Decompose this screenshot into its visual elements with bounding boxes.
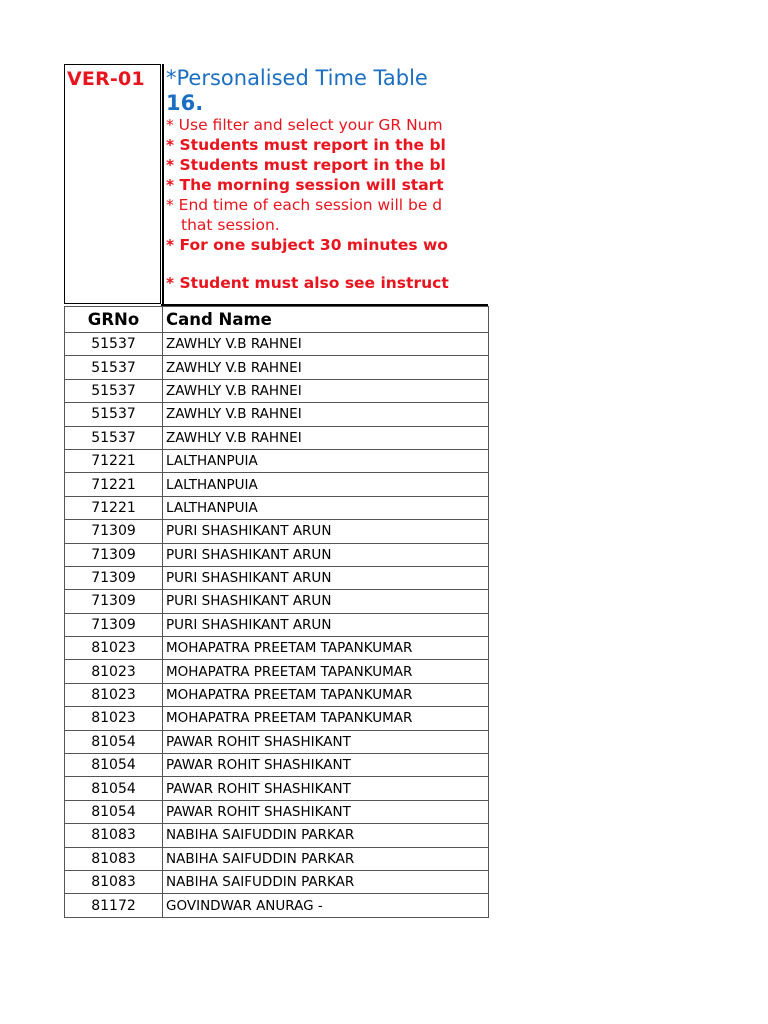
table-row bbox=[65, 449, 489, 472]
instruction-line: * The morning session will start bbox=[166, 176, 444, 194]
header-divider bbox=[161, 304, 488, 306]
grno-cell[interactable]: 81054 bbox=[65, 754, 163, 777]
table-row bbox=[65, 894, 489, 917]
title-text: Personalised Time Table bbox=[176, 66, 428, 90]
page-title bbox=[166, 66, 449, 91]
instructions-text bbox=[166, 66, 449, 293]
table-row bbox=[65, 496, 489, 519]
table-row bbox=[65, 590, 489, 613]
instruction-line: that session. bbox=[181, 216, 280, 234]
cand-name-cell[interactable]: MOHAPATRA PREETAM TAPANKUMAR bbox=[163, 683, 489, 706]
cand-name-cell[interactable]: PURI SHASHIKANT ARUN bbox=[163, 543, 489, 566]
cand-name-cell[interactable]: MOHAPATRA PREETAM TAPANKUMAR bbox=[163, 637, 489, 660]
final-instruction: * Student must also see instruct bbox=[166, 274, 449, 292]
grno-cell[interactable]: 71309 bbox=[65, 520, 163, 543]
cand-name-cell[interactable]: PURI SHASHIKANT ARUN bbox=[163, 613, 489, 636]
instructions-cell[interactable] bbox=[162, 64, 488, 304]
cand-name-cell[interactable]: LALTHANPUIA bbox=[163, 473, 489, 496]
cand-name-cell[interactable]: PAWAR ROHIT SHASHIKANT bbox=[163, 777, 489, 800]
column-header-grno[interactable]: GRNo bbox=[65, 307, 163, 333]
grno-cell[interactable]: 81172 bbox=[65, 894, 163, 917]
table-row bbox=[65, 520, 489, 543]
title-continuation: 16. bbox=[166, 91, 204, 115]
instruction-line: * Students must report in the bl bbox=[166, 136, 446, 154]
grno-cell[interactable]: 51537 bbox=[65, 379, 163, 402]
grno-cell[interactable]: 81023 bbox=[65, 637, 163, 660]
grno-cell[interactable]: 51537 bbox=[65, 333, 163, 356]
cand-name-cell[interactable]: PURI SHASHIKANT ARUN bbox=[163, 566, 489, 589]
cand-name-cell[interactable]: NABIHA SAIFUDDIN PARKAR bbox=[163, 824, 489, 847]
version-label: VER-01 bbox=[67, 68, 145, 90]
table-row bbox=[65, 637, 489, 660]
cand-name-cell[interactable]: GOVINDWAR ANURAG - bbox=[163, 894, 489, 917]
grno-cell[interactable]: 81054 bbox=[65, 777, 163, 800]
cand-name-cell[interactable]: MOHAPATRA PREETAM TAPANKUMAR bbox=[163, 707, 489, 730]
grno-cell[interactable]: 81054 bbox=[65, 730, 163, 753]
table-row bbox=[65, 356, 489, 379]
version-cell[interactable] bbox=[64, 64, 161, 304]
cand-name-cell[interactable]: PURI SHASHIKANT ARUN bbox=[163, 520, 489, 543]
table-row bbox=[65, 870, 489, 893]
grno-cell[interactable]: 71309 bbox=[65, 543, 163, 566]
cand-name-cell[interactable]: ZAWHLY V.B RAHNEI bbox=[163, 426, 489, 449]
grno-cell[interactable]: 81023 bbox=[65, 660, 163, 683]
table-row bbox=[65, 543, 489, 566]
grno-cell[interactable]: 81023 bbox=[65, 683, 163, 706]
table-row bbox=[65, 754, 489, 777]
grno-cell[interactable]: 51537 bbox=[65, 356, 163, 379]
grno-cell[interactable]: 81083 bbox=[65, 824, 163, 847]
table-row bbox=[65, 613, 489, 636]
table-row bbox=[65, 333, 489, 356]
grno-cell[interactable]: 81023 bbox=[65, 707, 163, 730]
title-star: * bbox=[166, 66, 177, 90]
grno-cell[interactable]: 81083 bbox=[65, 847, 163, 870]
cand-name-cell[interactable]: ZAWHLY V.B RAHNEI bbox=[163, 333, 489, 356]
column-header-cand-name[interactable]: Cand Name bbox=[163, 307, 489, 333]
table-row bbox=[65, 824, 489, 847]
cand-name-cell[interactable]: MOHAPATRA PREETAM TAPANKUMAR bbox=[163, 660, 489, 683]
cand-name-cell[interactable]: PAWAR ROHIT SHASHIKANT bbox=[163, 730, 489, 753]
instruction-line: * End time of each session will be d bbox=[166, 196, 443, 214]
cand-name-cell[interactable]: ZAWHLY V.B RAHNEI bbox=[163, 379, 489, 402]
grno-cell[interactable]: 51537 bbox=[65, 426, 163, 449]
table-row bbox=[65, 660, 489, 683]
grno-cell[interactable]: 71221 bbox=[65, 496, 163, 519]
cand-name-cell[interactable]: PURI SHASHIKANT ARUN bbox=[163, 590, 489, 613]
grno-cell[interactable]: 71309 bbox=[65, 613, 163, 636]
instruction-line: * For one subject 30 minutes wo bbox=[166, 236, 448, 254]
grno-cell[interactable]: 71221 bbox=[65, 473, 163, 496]
table-row bbox=[65, 777, 489, 800]
grno-cell[interactable]: 51537 bbox=[65, 403, 163, 426]
grno-cell[interactable]: 71221 bbox=[65, 449, 163, 472]
table-body bbox=[65, 333, 489, 918]
cand-name-cell[interactable]: LALTHANPUIA bbox=[163, 496, 489, 519]
table-row bbox=[65, 707, 489, 730]
table-row bbox=[65, 473, 489, 496]
cand-name-cell[interactable]: ZAWHLY V.B RAHNEI bbox=[163, 356, 489, 379]
cand-name-cell[interactable]: PAWAR ROHIT SHASHIKANT bbox=[163, 800, 489, 823]
cand-name-cell[interactable]: LALTHANPUIA bbox=[163, 449, 489, 472]
table-row bbox=[65, 800, 489, 823]
instruction-list bbox=[166, 115, 449, 255]
instruction-line: * Use filter and select your GR Num bbox=[166, 116, 443, 134]
instruction-spacer bbox=[166, 255, 449, 273]
spreadsheet bbox=[64, 64, 488, 918]
table-row bbox=[65, 403, 489, 426]
table-row bbox=[65, 426, 489, 449]
table-row bbox=[65, 683, 489, 706]
cand-name-cell[interactable]: NABIHA SAIFUDDIN PARKAR bbox=[163, 870, 489, 893]
grno-cell[interactable]: 81083 bbox=[65, 870, 163, 893]
cand-name-cell[interactable]: NABIHA SAIFUDDIN PARKAR bbox=[163, 847, 489, 870]
grno-cell[interactable]: 71309 bbox=[65, 566, 163, 589]
grno-cell[interactable]: 81054 bbox=[65, 800, 163, 823]
cand-name-cell[interactable]: PAWAR ROHIT SHASHIKANT bbox=[163, 754, 489, 777]
table-row bbox=[65, 730, 489, 753]
grno-cell[interactable]: 71309 bbox=[65, 590, 163, 613]
cand-name-cell[interactable]: ZAWHLY V.B RAHNEI bbox=[163, 403, 489, 426]
table-header-row bbox=[65, 307, 489, 333]
table-row bbox=[65, 379, 489, 402]
table-row bbox=[65, 847, 489, 870]
table-row bbox=[65, 566, 489, 589]
timetable-table bbox=[64, 306, 489, 918]
sheet-header bbox=[64, 64, 488, 306]
instruction-line: * Students must report in the bl bbox=[166, 156, 446, 174]
